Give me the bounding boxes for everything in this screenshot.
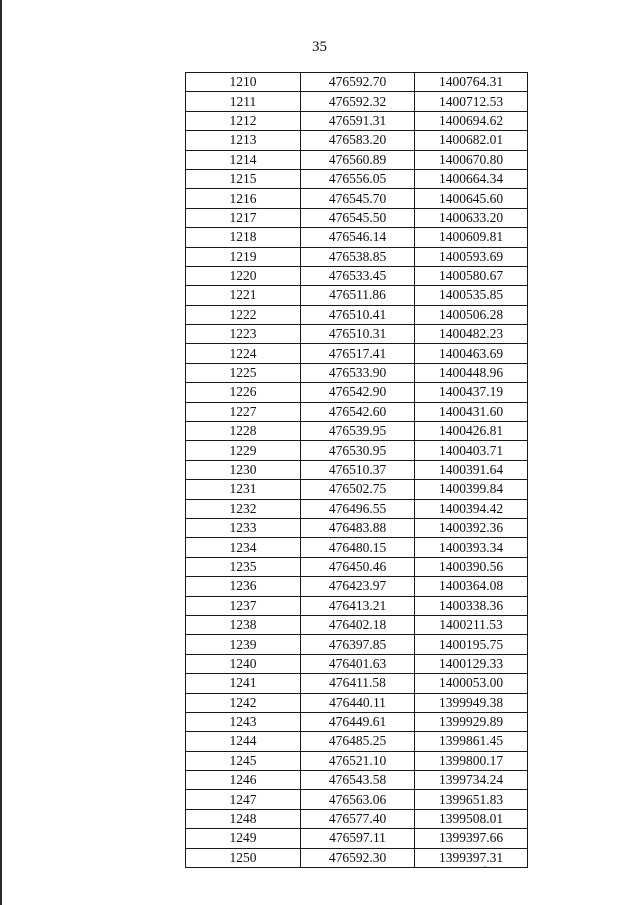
point-number-cell: 1233 [186,518,301,537]
point-number-cell: 1238 [186,615,301,634]
point-number-cell: 1218 [186,228,301,247]
table-row [186,790,528,809]
y-coordinate-cell: 1400645.60 [415,189,528,208]
table-row [186,557,528,576]
y-coordinate-cell: 1400764.31 [415,73,528,92]
x-coordinate-cell: 476397.85 [301,635,415,654]
y-coordinate-cell: 1400580.67 [415,266,528,285]
y-coordinate-cell: 1400463.69 [415,344,528,363]
x-coordinate-cell: 476545.50 [301,208,415,227]
point-number-cell: 1212 [186,111,301,130]
x-coordinate-cell: 476556.05 [301,169,415,188]
x-coordinate-cell: 476542.90 [301,383,415,402]
table-row [186,809,528,828]
x-coordinate-cell: 476502.75 [301,480,415,499]
y-coordinate-cell: 1400609.81 [415,228,528,247]
point-number-cell: 1232 [186,499,301,518]
x-coordinate-cell: 476485.25 [301,732,415,751]
table-row [186,441,528,460]
point-number-cell: 1234 [186,538,301,557]
y-coordinate-cell: 1400195.75 [415,635,528,654]
point-number-cell: 1221 [186,286,301,305]
point-number-cell: 1236 [186,577,301,596]
table-row [186,732,528,751]
table-row [186,596,528,615]
y-coordinate-cell: 1400403.71 [415,441,528,460]
point-number-cell: 1240 [186,654,301,673]
point-number-cell: 1223 [186,325,301,344]
y-coordinate-cell: 1400399.84 [415,480,528,499]
point-number-cell: 1216 [186,189,301,208]
x-coordinate-cell: 476510.41 [301,305,415,324]
y-coordinate-cell: 1400448.96 [415,363,528,382]
y-coordinate-cell: 1400129.33 [415,654,528,673]
scan-edge [0,0,2,905]
x-coordinate-cell: 476521.10 [301,751,415,770]
point-number-cell: 1239 [186,635,301,654]
y-coordinate-cell: 1399929.89 [415,712,528,731]
y-coordinate-cell: 1399734.24 [415,771,528,790]
table-row [186,169,528,188]
point-number-cell: 1242 [186,693,301,712]
y-coordinate-cell: 1400390.56 [415,557,528,576]
y-coordinate-cell: 1399397.66 [415,829,528,848]
x-coordinate-cell: 476560.89 [301,150,415,169]
y-coordinate-cell: 1400394.42 [415,499,528,518]
table-row [186,499,528,518]
x-coordinate-cell: 476592.30 [301,848,415,867]
x-coordinate-cell: 476538.85 [301,247,415,266]
x-coordinate-cell: 476592.32 [301,92,415,111]
table-row [186,615,528,634]
table-row [186,654,528,673]
table-row [186,460,528,479]
y-coordinate-cell: 1400391.64 [415,460,528,479]
table-row [186,92,528,111]
x-coordinate-cell: 476401.63 [301,654,415,673]
x-coordinate-cell: 476597.11 [301,829,415,848]
point-number-cell: 1229 [186,441,301,460]
point-number-cell: 1248 [186,809,301,828]
y-coordinate-cell: 1399861.45 [415,732,528,751]
x-coordinate-cell: 476510.37 [301,460,415,479]
y-coordinate-cell: 1400437.19 [415,383,528,402]
point-number-cell: 1245 [186,751,301,770]
x-coordinate-cell: 476413.21 [301,596,415,615]
table-row [186,422,528,441]
y-coordinate-cell: 1400211.53 [415,615,528,634]
table-row [186,577,528,596]
point-number-cell: 1213 [186,131,301,150]
point-number-cell: 1243 [186,712,301,731]
point-number-cell: 1228 [186,422,301,441]
table-row [186,189,528,208]
y-coordinate-cell: 1400535.85 [415,286,528,305]
y-coordinate-cell: 1399508.01 [415,809,528,828]
table-row [186,383,528,402]
point-number-cell: 1211 [186,92,301,111]
table-row [186,111,528,130]
point-number-cell: 1215 [186,169,301,188]
page-number: 35 [312,39,327,55]
table-row [186,538,528,557]
y-coordinate-cell: 1400593.69 [415,247,528,266]
point-number-cell: 1214 [186,150,301,169]
x-coordinate-cell: 476583.20 [301,131,415,150]
table-row [186,131,528,150]
x-coordinate-cell: 476480.15 [301,538,415,557]
x-coordinate-cell: 476423.97 [301,577,415,596]
x-coordinate-cell: 476592.70 [301,73,415,92]
point-number-cell: 1237 [186,596,301,615]
table-row [186,771,528,790]
x-coordinate-cell: 476591.31 [301,111,415,130]
y-coordinate-cell: 1400670.80 [415,150,528,169]
table-row [186,325,528,344]
y-coordinate-cell: 1400431.60 [415,402,528,421]
table-row [186,751,528,770]
table-row [186,712,528,731]
y-coordinate-cell: 1400392.36 [415,518,528,537]
x-coordinate-cell: 476449.61 [301,712,415,731]
y-coordinate-cell: 1399800.17 [415,751,528,770]
point-number-cell: 1217 [186,208,301,227]
point-number-cell: 1250 [186,848,301,867]
table-row [186,344,528,363]
x-coordinate-cell: 476483.88 [301,518,415,537]
y-coordinate-cell: 1400664.34 [415,169,528,188]
point-number-cell: 1246 [186,771,301,790]
point-number-cell: 1210 [186,73,301,92]
point-number-cell: 1222 [186,305,301,324]
x-coordinate-cell: 476530.95 [301,441,415,460]
y-coordinate-cell: 1399651.83 [415,790,528,809]
point-number-cell: 1220 [186,266,301,285]
x-coordinate-cell: 476510.31 [301,325,415,344]
point-number-cell: 1230 [186,460,301,479]
x-coordinate-cell: 476533.90 [301,363,415,382]
table-row [186,402,528,421]
table-row [186,829,528,848]
y-coordinate-cell: 1399949.38 [415,693,528,712]
table-row [186,150,528,169]
point-number-cell: 1224 [186,344,301,363]
x-coordinate-cell: 476546.14 [301,228,415,247]
x-coordinate-cell: 476496.55 [301,499,415,518]
y-coordinate-cell: 1400338.36 [415,596,528,615]
point-number-cell: 1247 [186,790,301,809]
y-coordinate-cell: 1400682.01 [415,131,528,150]
point-number-cell: 1225 [186,363,301,382]
x-coordinate-cell: 476545.70 [301,189,415,208]
table-row [186,693,528,712]
y-coordinate-cell: 1400506.28 [415,305,528,324]
table-row [186,228,528,247]
y-coordinate-cell: 1400712.53 [415,92,528,111]
table-row [186,480,528,499]
x-coordinate-cell: 476517.41 [301,344,415,363]
table-row [186,266,528,285]
point-number-cell: 1219 [186,247,301,266]
table-row [186,73,528,92]
y-coordinate-cell: 1400426.81 [415,422,528,441]
y-coordinate-cell: 1400393.34 [415,538,528,557]
y-coordinate-cell: 1400053.00 [415,674,528,693]
x-coordinate-cell: 476563.06 [301,790,415,809]
point-number-cell: 1241 [186,674,301,693]
x-coordinate-cell: 476577.40 [301,809,415,828]
y-coordinate-cell: 1400633.20 [415,208,528,227]
table-row [186,674,528,693]
x-coordinate-cell: 476440.11 [301,693,415,712]
table-row [186,518,528,537]
y-coordinate-cell: 1400694.62 [415,111,528,130]
x-coordinate-cell: 476533.45 [301,266,415,285]
table-row [186,635,528,654]
table-row [186,305,528,324]
x-coordinate-cell: 476402.18 [301,615,415,634]
y-coordinate-cell: 1400364.08 [415,577,528,596]
y-coordinate-cell: 1399397.31 [415,848,528,867]
point-number-cell: 1249 [186,829,301,848]
x-coordinate-cell: 476539.95 [301,422,415,441]
point-number-cell: 1227 [186,402,301,421]
table-row [186,848,528,867]
table-row [186,247,528,266]
table-row [186,363,528,382]
y-coordinate-cell: 1400482.23 [415,325,528,344]
table-row [186,286,528,305]
x-coordinate-cell: 476450.46 [301,557,415,576]
point-number-cell: 1235 [186,557,301,576]
coordinates-table-body [186,73,528,868]
x-coordinate-cell: 476411.58 [301,674,415,693]
x-coordinate-cell: 476543.58 [301,771,415,790]
scan-speck [484,866,486,867]
table-row [186,208,528,227]
point-number-cell: 1231 [186,480,301,499]
coordinates-table [185,72,528,868]
point-number-cell: 1226 [186,383,301,402]
x-coordinate-cell: 476542.60 [301,402,415,421]
point-number-cell: 1244 [186,732,301,751]
x-coordinate-cell: 476511.86 [301,286,415,305]
